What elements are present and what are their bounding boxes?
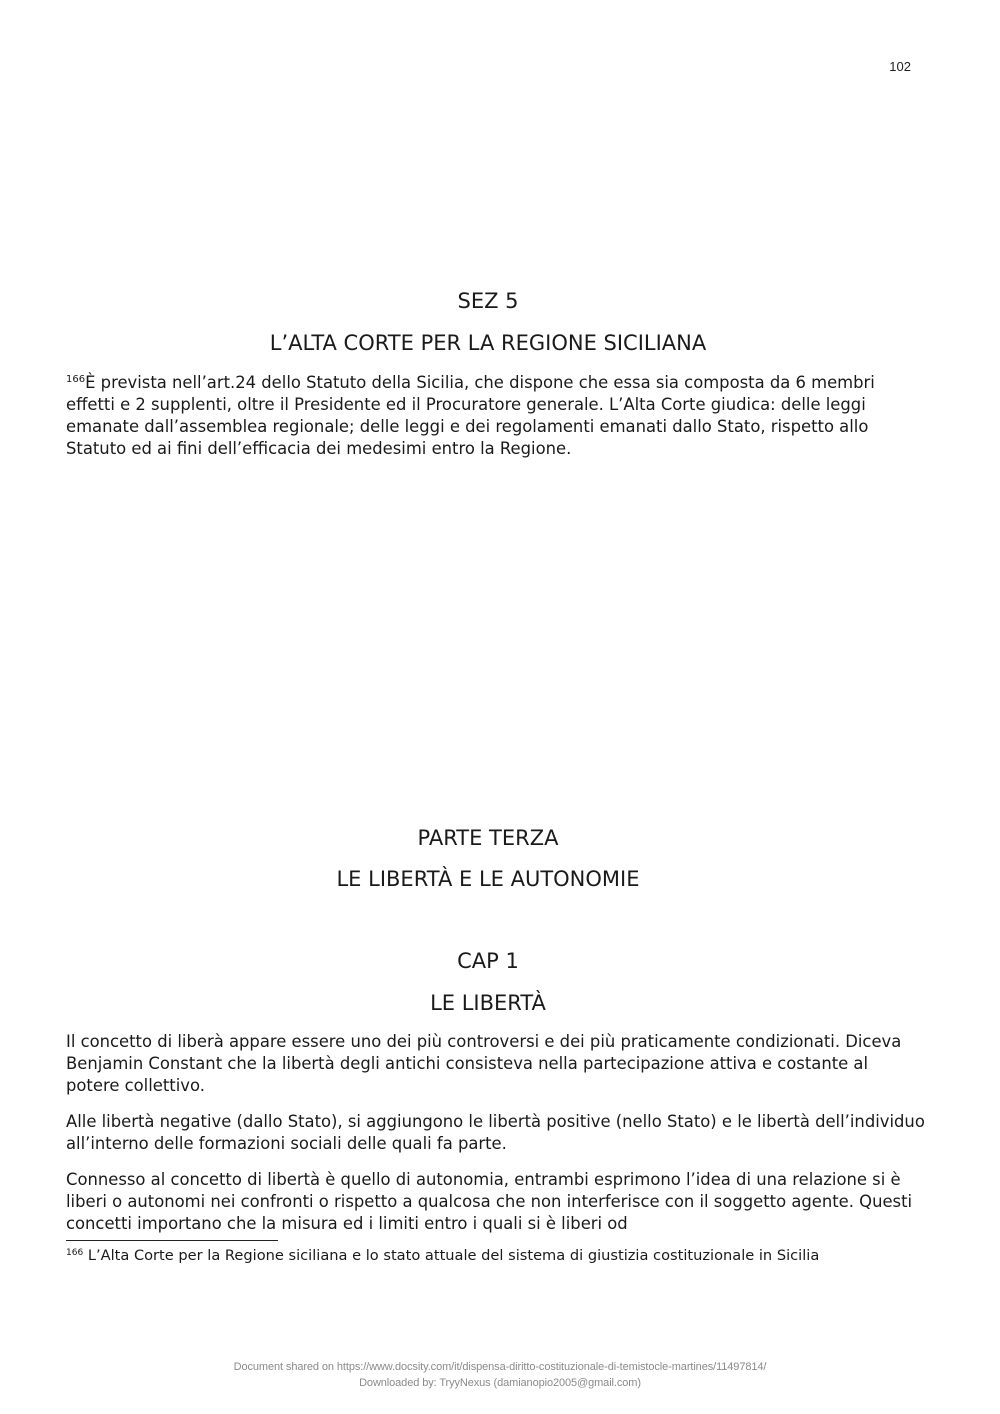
docsity-downloaded-by: Downloaded by: TryyNexus (damianopio2005@gmail.com)	[359, 1377, 641, 1389]
footnote-divider	[66, 1240, 278, 1241]
page-number: 102	[889, 59, 911, 74]
chapter-title: LE LIBERTÀ	[430, 991, 546, 1015]
footnote-reference[interactable]: 166	[66, 374, 86, 385]
chapter-paragraph-2: Alle libertà negative (dallo Stato), si aggiungono le libertà positive (nello Stato) e le libertà dell’individuo all’interno delle formazioni sociali delle quali fa parte.	[66, 1112, 925, 1153]
section-paragraph-text: È prevista nell’art.24 dello Statuto della Sicilia, che dispone che essa sia composta da 6 membri effetti e 2 supplenti, oltre il Presidente ed il Procuratore generale. L’Alta Corte giudica: delle leggi emanate dall’assemblea regionale; delle leggi e dei regolamenti emanati dallo Stato, rispetto allo Statuto ed ai fini dell’efficacia dei medesimi entro la Regione.	[66, 373, 875, 458]
part-label: PARTE TERZA	[417, 826, 559, 850]
footnote-number: 166	[66, 1248, 84, 1258]
footnote-text: L’Alta Corte per la Regione siciliana e lo stato attuale del sistema di giustizia costituzionale in Sicilia	[87, 1247, 820, 1264]
section-label: SEZ 5	[457, 289, 519, 313]
docsity-shared-link[interactable]: Document shared on https://www.docsity.com/it/dispensa-diritto-costituzionale-di-temistocle-martines/11497814/	[233, 1361, 767, 1373]
chapter-paragraph-3: Connesso al concetto di libertà è quello di autonomia, entrambi esprimono l’idea di una relazione si è liberi o autonomi nei confronti o rispetto a qualcosa che non interferisce con il soggetto agente. Questi concetti importano che la misura ed i limiti entro i quali si è liberi od	[66, 1170, 913, 1233]
footnote	[66, 1246, 936, 1266]
chapter-paragraph-1: Il concetto di liberà appare essere uno dei più controversi e dei più praticamente condizionati. Diceva Benjamin Constant che la libertà degli antichi consisteva nella partecipazione attiva e costante al potere collettivo.	[66, 1032, 902, 1095]
part-title: LE LIBERTÀ E LE AUTONOMIE	[336, 867, 640, 891]
section-title: L’ALTA CORTE PER LA REGIONE SICILIANA	[269, 331, 707, 355]
chapter-label: CAP 1	[457, 949, 519, 973]
section-paragraph	[66, 372, 926, 460]
